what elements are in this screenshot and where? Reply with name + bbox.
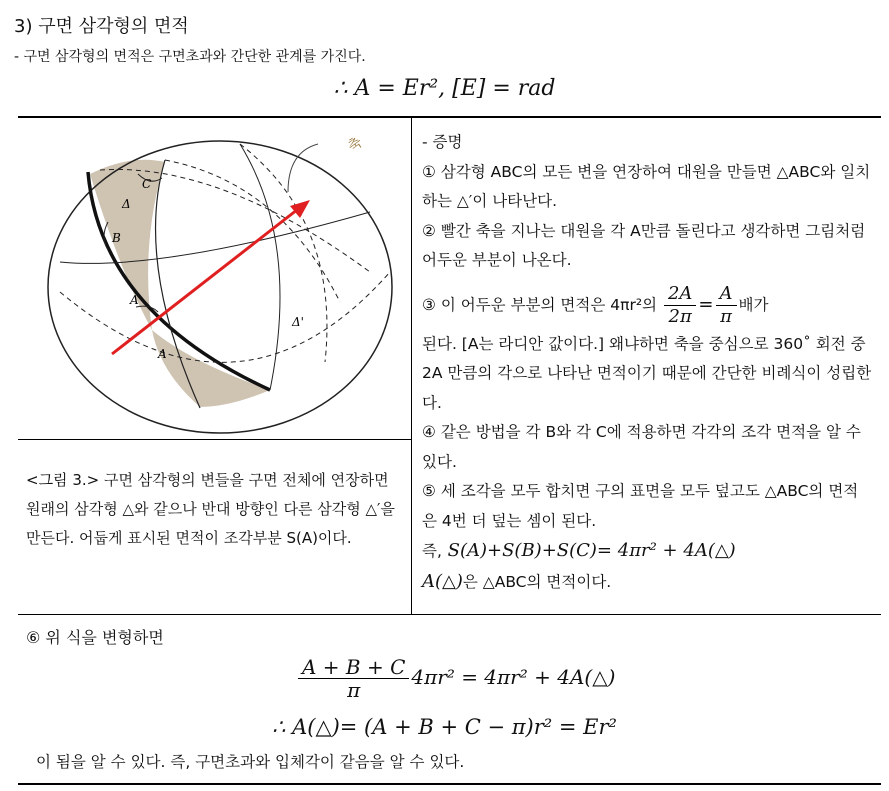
- shaded-lune-lower: [152, 330, 270, 407]
- great-circle-2-back: [60, 272, 390, 362]
- label-b: B: [112, 231, 121, 245]
- proof-step-3-cont: 된다. [A는 라디안 값이다.] 왜냐하면 축을 중심으로 360˚ 회전 중 2A 만큼의 각으로 나타난 면적이기 때문에 간단한 비례식이 성립한다.: [422, 334, 872, 412]
- eq-sign: =: [698, 293, 714, 315]
- red-axis-arrowhead: [290, 200, 310, 218]
- proof-step-5: ⑤ 세 조각을 모두 합치면 구의 표면을 모두 덮고도 △ABC의 면적은 4번 더 덮는 셈이 된다.: [422, 482, 859, 530]
- proof-step-5-eq: [422, 536, 872, 567]
- table-vertical-rule: [411, 117, 412, 614]
- fraction-a-over-pi: [716, 283, 737, 328]
- eq2-den: π: [347, 678, 361, 702]
- table-mid-rule-left: [18, 439, 412, 440]
- proof-block: [422, 128, 872, 597]
- bottom-title: ⑥ 위 식을 변형하면: [26, 628, 164, 647]
- great-circle-3-back: [240, 144, 327, 362]
- sphere-figure: [40, 122, 410, 434]
- table-bottom-rule: [18, 783, 881, 785]
- label-delta: Δ: [122, 197, 131, 211]
- rotation-arrow: [288, 144, 318, 192]
- step3-pre: ③ 이 어두운 부분의 면적은 4πr²의: [422, 295, 658, 314]
- proof-step-3: [422, 280, 872, 330]
- proof-step-1: ① 삼각형 ABC의 모든 변을 연장하여 대원을 만들면 △ABC와 일치하는 △′이 나타난다.: [422, 162, 871, 210]
- fraction-2a-over-2pi: [664, 283, 696, 328]
- label-c: C: [142, 177, 152, 191]
- label-a-upper: A: [130, 293, 139, 307]
- area-symbol: A(△): [422, 570, 463, 592]
- proof-step-4: ④ 같은 방법을 각 B와 각 C에 적용하면 각각의 조각 면적을 알 수 있다.: [422, 423, 861, 471]
- area-definition: 은 △ABC의 면적이다.: [462, 572, 612, 591]
- final-equation: ∴ A(△)= (A + B + C − π)r² = Er²: [272, 715, 617, 739]
- section-title: 3) 구면 삼각형의 면적: [14, 16, 189, 37]
- label-delta-prime: Δ': [292, 315, 304, 329]
- label-a-lower: A: [158, 347, 167, 361]
- transformed-equation: [296, 656, 615, 701]
- shaded-lune-upper: [90, 160, 165, 330]
- frac1-den: 2π: [668, 305, 692, 327]
- eq2-num: A + B + C: [298, 656, 409, 679]
- proof-step-5-last: [422, 567, 872, 598]
- main-formula: ∴ A = Er², [E] = rad: [333, 76, 556, 101]
- table-middle-rule: [18, 614, 881, 615]
- table-top-rule: [18, 116, 881, 118]
- fraction-abc-over-pi: [298, 656, 409, 701]
- step5-equation: S(A)+S(B)+S(C)= 4πr² + 4A(△): [447, 540, 736, 561]
- great-circle-3: [240, 144, 280, 390]
- figure-caption: <그림 3.> 구면 삼각형의 변들을 구면 전체에 연장하면 원래의 삼각형 △와 같으나 반대 방향인 다른 삼각형 △′을 만든다. 어둡게 표시된 면적이 조각부분 S(A)이다.: [26, 471, 395, 547]
- proof-heading: - 증명: [422, 133, 463, 151]
- proof-step-2: ② 빨간 축을 지나는 대원을 각 A만큼 돌린다고 생각하면 그림처럼 어두운 부분이 나온다.: [422, 221, 866, 269]
- frac2-den: π: [720, 305, 732, 327]
- eq2-rest: 4πr² = 4πr² + 4A(△): [411, 665, 616, 689]
- conclusion-text: 이 됨을 알 수 있다. 즉, 구면초과와 입체각이 같음을 알 수 있다.: [36, 753, 465, 771]
- step3-post: 배가: [738, 295, 769, 314]
- great-circle-1-back: [165, 160, 340, 302]
- label-axis-note: 축: [345, 134, 366, 156]
- frac1-num: 2A: [664, 283, 696, 306]
- step5-eq-prefix: 즉,: [422, 542, 442, 560]
- intro-text: - 구면 삼각형의 면적은 구면초과와 간단한 관계를 가진다.: [14, 49, 366, 65]
- frac2-num: A: [716, 283, 737, 306]
